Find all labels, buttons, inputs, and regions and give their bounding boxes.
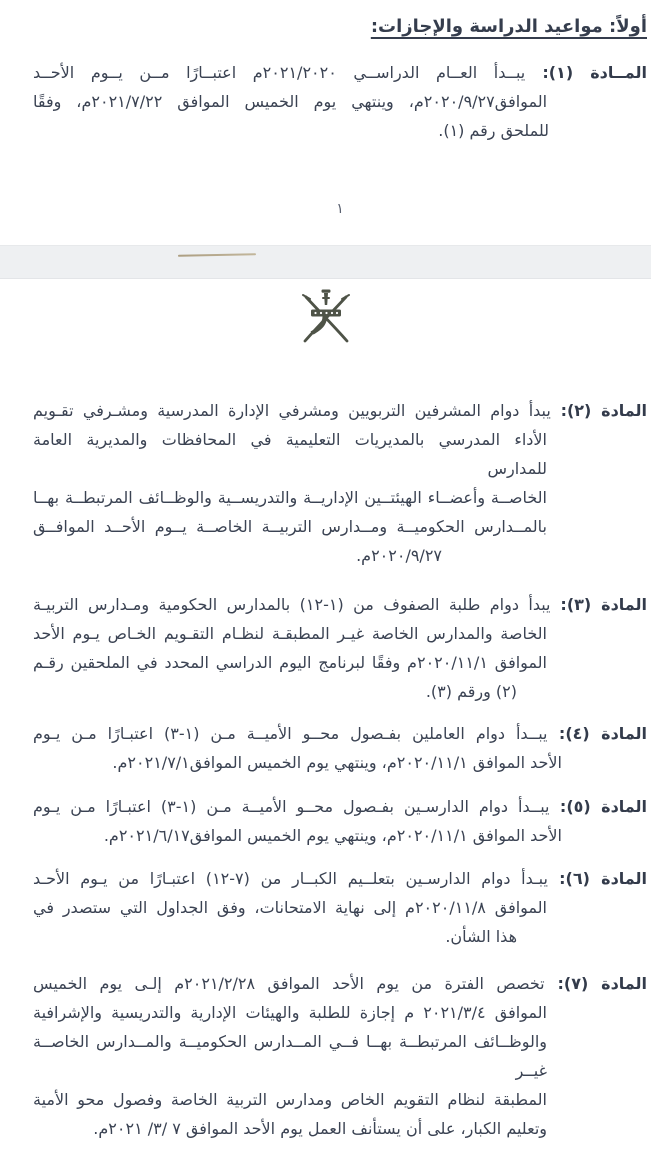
article-line: المادة (٣): يبدأ دوام طلبة الصفوف من (١-١٢) بالمدارس الحكومية ومـدارس التربيـة (33, 595, 648, 614)
article-line: المادة (٢): يبدأ دوام المشرفين التربويين ومشرفي الإدارة المدرسية ومشـرفي تقـويم (33, 401, 647, 420)
article-line: المادة (٧): تخصص الفترة من يوم الأحد الموافق ٢٠٢١/٢/٢٨م إلـى يوم الخميس (33, 974, 648, 993)
article-line: الأحد الموافق ٢٠٢٠/١١/١م، وينتهي يوم الخميس الموافق٢٠٢١/٦/١٧م. (103, 826, 562, 845)
page-break-band (0, 245, 651, 279)
page-number: ١ (336, 201, 344, 217)
article-label: المادة (٥): (549, 797, 648, 816)
article-label: المادة (٧): (544, 974, 648, 993)
articles-page-two (33, 396, 647, 1143)
article-label: المادة (٣): (550, 595, 648, 614)
article-line: الموافق ٢٠٢٠/١١/٨م إلى نهاية الامتحانات، وفق الجداول التي ستصدر في (33, 898, 547, 917)
scanned-document (0, 12, 651, 1153)
article-label: المــادة (١): (525, 63, 648, 82)
article-4 (33, 719, 647, 777)
page-two-content (0, 396, 651, 1143)
article-line: الأداء المدرسي بالمديريات التعليمية في المحافظات والمديرية العامة للمدارس (33, 430, 547, 478)
article-line: المادة (٤): يبــدأ دوام العاملين بفـصول محــو الأميــة مـن (١-٣) اعتبـارًا مـن يـوم (33, 724, 648, 743)
article-line: الخاصة والمدارس الخاصة غيـر المطبقـة لنظـام التقـويم الخـاص يـوم الأحد (33, 624, 547, 643)
article-line: والوظــائف المرتبطــة بهــا فــي المــدارس الحكوميــة والمــدارس الخاصــة غيــر (33, 1032, 547, 1080)
article-1 (33, 58, 647, 145)
section-heading: أولاً: مواعيد الدراسة والإجازات: (370, 16, 647, 37)
article-line: وتعليم الكبار، على أن يستأنف العمل يوم الأحد الموافق ٧ /٣/ ٢٠٢١م. (93, 1119, 547, 1138)
article-line: الأحد الموافق ٢٠٢٠/١١/١م، وينتهي يوم الخميس الموافق٢٠٢١/٧/١م. (112, 753, 562, 772)
article-line: هذا الشأن. (445, 927, 517, 946)
article-3 (33, 590, 647, 706)
article-line: بالمــدارس الحكوميــة ومــدارس التربيــة الخاصــة يــوم الأحــد الموافــق (33, 517, 547, 536)
article-line: المادة (٦): يبـدأ دوام الدارسـين بتعلــيم الكبــار من (٧-١٢) اعتبـارًا من يـوم الأحـد (33, 869, 648, 888)
article-line: للملحق رقم (١). (438, 121, 549, 140)
article-2 (33, 396, 647, 570)
page-one-content (0, 12, 651, 219)
article-line: ٢٠٢٠/٩/٢٧م. (356, 546, 442, 565)
article-line: المادة (٥): يبــدأ دوام الدارسـين بفـصول محــو الأميــة مـن (١-٣) اعتبـارًا مـن يـوم (33, 797, 648, 816)
oman-national-emblem-icon (295, 288, 357, 347)
article-label: المادة (٦): (547, 869, 648, 888)
emblem-container (0, 288, 651, 347)
article-label: المادة (٢): (550, 401, 647, 420)
article-6 (33, 864, 647, 951)
articles-page-one (33, 58, 647, 145)
article-line: الموافق ٢٠٢٠/١١/١م وفقًا لبرنامج اليوم الدراسي المحدد في الملحقين رقـم (33, 653, 548, 672)
article-label: المادة (٤): (547, 724, 648, 743)
article-line: المــادة (١): يبــدأ العــام الدراســي ٢٠٢١/٢٠٢٠م اعتبــارًا مــن يــوم الأحــد (33, 63, 648, 82)
article-line: الخاصــة وأعضــاء الهيئتــين الإداريــة والتدريســية والوظــائف المرتبطــة بهــا (33, 488, 547, 507)
article-7 (33, 969, 647, 1143)
article-5 (33, 792, 647, 850)
article-line: المطبقة لنظام التقويم الخاص ومدارس التربية الخاصة وفصول محو الأمية (33, 1090, 547, 1109)
article-line: الموافق ٢٠٢١/٣/٤ م إجازة للطلبة والهيئات الإدارية والتدريسية والإشرافية (33, 1003, 548, 1022)
article-line: (٢) ورقم (٣). (425, 682, 517, 701)
article-line: الموافق٢٠٢٠/٩/٢٧م، وينتهي يوم الخميس الموافق ٢٠٢١/٧/٢٢م، وفقًا (33, 92, 548, 111)
